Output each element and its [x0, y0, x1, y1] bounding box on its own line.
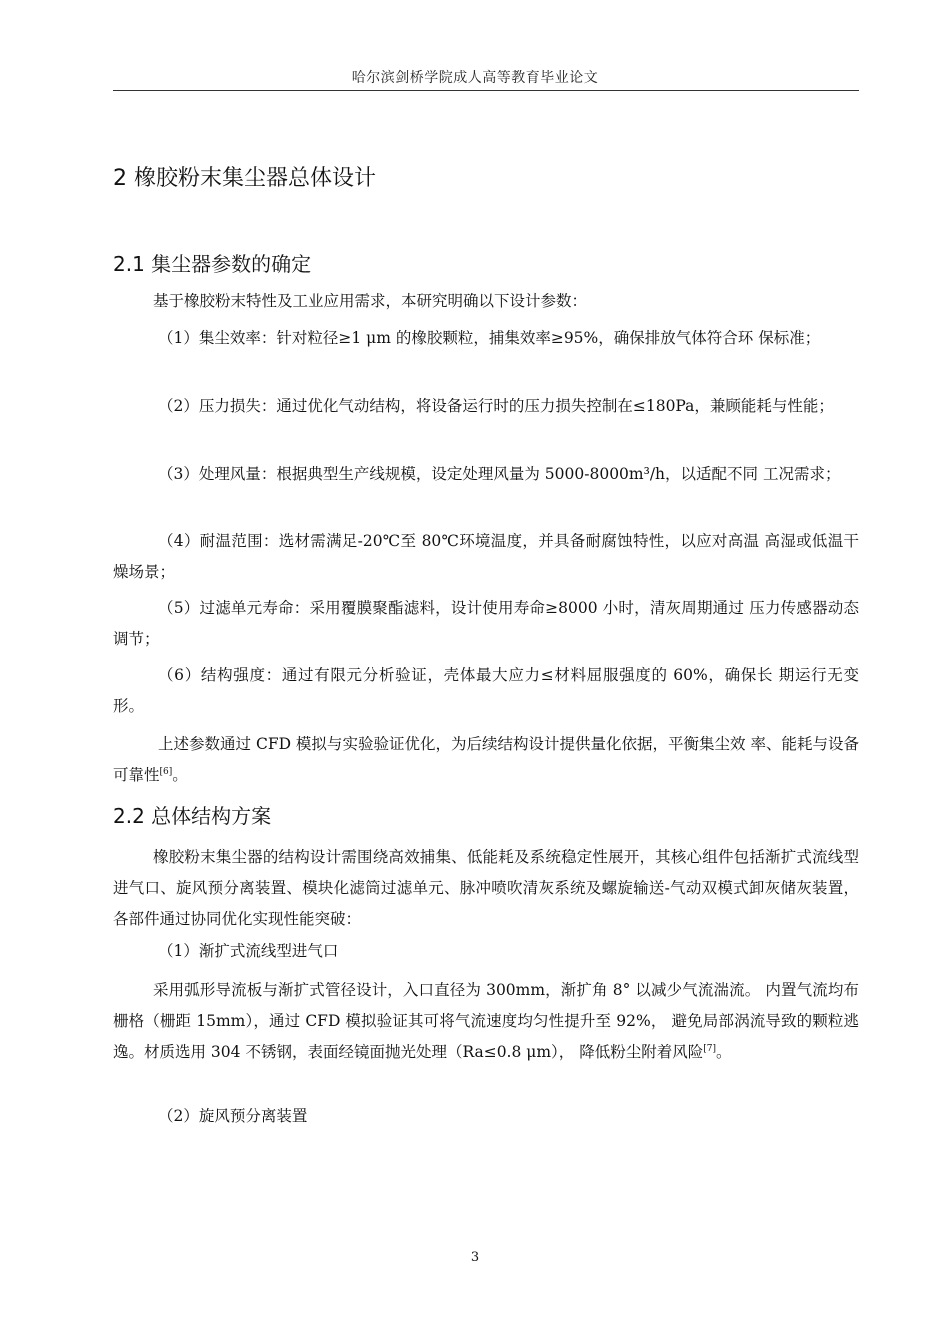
- section-2-2-intro: 橡胶粉末集尘器的结构设计需围绕高效捕集、低能耗及系统稳定性展开，其核心组件包括渐扩式流线型进气口、旋风预分离装置、模块化滤筒过滤单元、脉冲喷吹清灰系统及螺旋输送-气动双模式卸灰储灰装置，各部件通过协同优化实现性能突破：: [113, 848, 859, 928]
- param-item-2: （2）压力损失：通过优化气动结构，将设备运行时的压力损失控制在≤180Pa，兼顾能耗与性能；: [158, 397, 834, 415]
- page-number: 3: [470, 1250, 480, 1265]
- summary-text: 上述参数通过 CFD 模拟与实验验证优化，为后续结构设计提供量化依据，平衡集尘效 率、能耗与设备可靠性: [113, 735, 859, 784]
- param-item-3: （3）处理风量：根据典型生产线规模，设定处理风量为 5000-8000m³/h，以适配不同 工况需求；: [158, 465, 841, 483]
- header-divider: [113, 90, 859, 91]
- sub-2-title: （2）旋风预分离装置: [158, 1107, 308, 1125]
- section-2-2-title: 2.2 总体结构方案: [113, 804, 272, 828]
- sub-1-title: （1）渐扩式流线型进气口: [158, 942, 339, 960]
- citation-6: [6]: [159, 767, 173, 777]
- param-item-4: （4）耐温范围：选材需满足-20℃至 80℃环境温度，并具备耐腐蚀特性，以应对高温 高湿或低温干燥场景；: [113, 532, 859, 581]
- sub-1-text: 采用弧形导流板与渐扩式管径设计，入口直径为 300mm，渐扩角 8° 以减少气流湍流。 内置气流均布栅格（栅距 15mm），通过 CFD 模拟验证其可将气流速度均匀性提升至 92%， 避免局部涡流导致的颗粒逃逸。材质选用 304 不锈钢，表面经镜面抛光处理（Ra≤0.8 μm）， 降低粉尘附着风险: [113, 981, 859, 1061]
- sub-1-body: [113, 975, 859, 1068]
- citation-7: [7]: [703, 1044, 716, 1054]
- section-2-1-intro: 基于橡胶粉末特性及工业应用需求，本研究明确以下设计参数：: [153, 292, 588, 310]
- summary-end: 。: [172, 766, 188, 784]
- section-2-1-title: 2.1 集尘器参数的确定: [113, 252, 312, 276]
- chapter-title: 2 橡胶粉末集尘器总体设计: [113, 166, 376, 191]
- param-item-1: （1）集尘效率：针对粒径≥1 μm 的橡胶颗粒，捕集效率≥95%，确保排放气体符合环 保标准；: [158, 329, 821, 347]
- page-header: 哈尔滨剑桥学院成人高等教育毕业论文: [351, 70, 599, 86]
- sub-1-end: 。: [715, 1043, 732, 1061]
- section-2-1-summary: [113, 729, 859, 791]
- param-item-5: （5）过滤单元寿命：采用覆膜聚酯滤料，设计使用寿命≥8000 小时，清灰周期通过 压力传感器动态调节；: [113, 599, 859, 648]
- param-item-6: （6）结构强度：通过有限元分析验证，壳体最大应力≤材料屈服强度的 60%，确保长 期运行无变形。: [113, 666, 859, 715]
